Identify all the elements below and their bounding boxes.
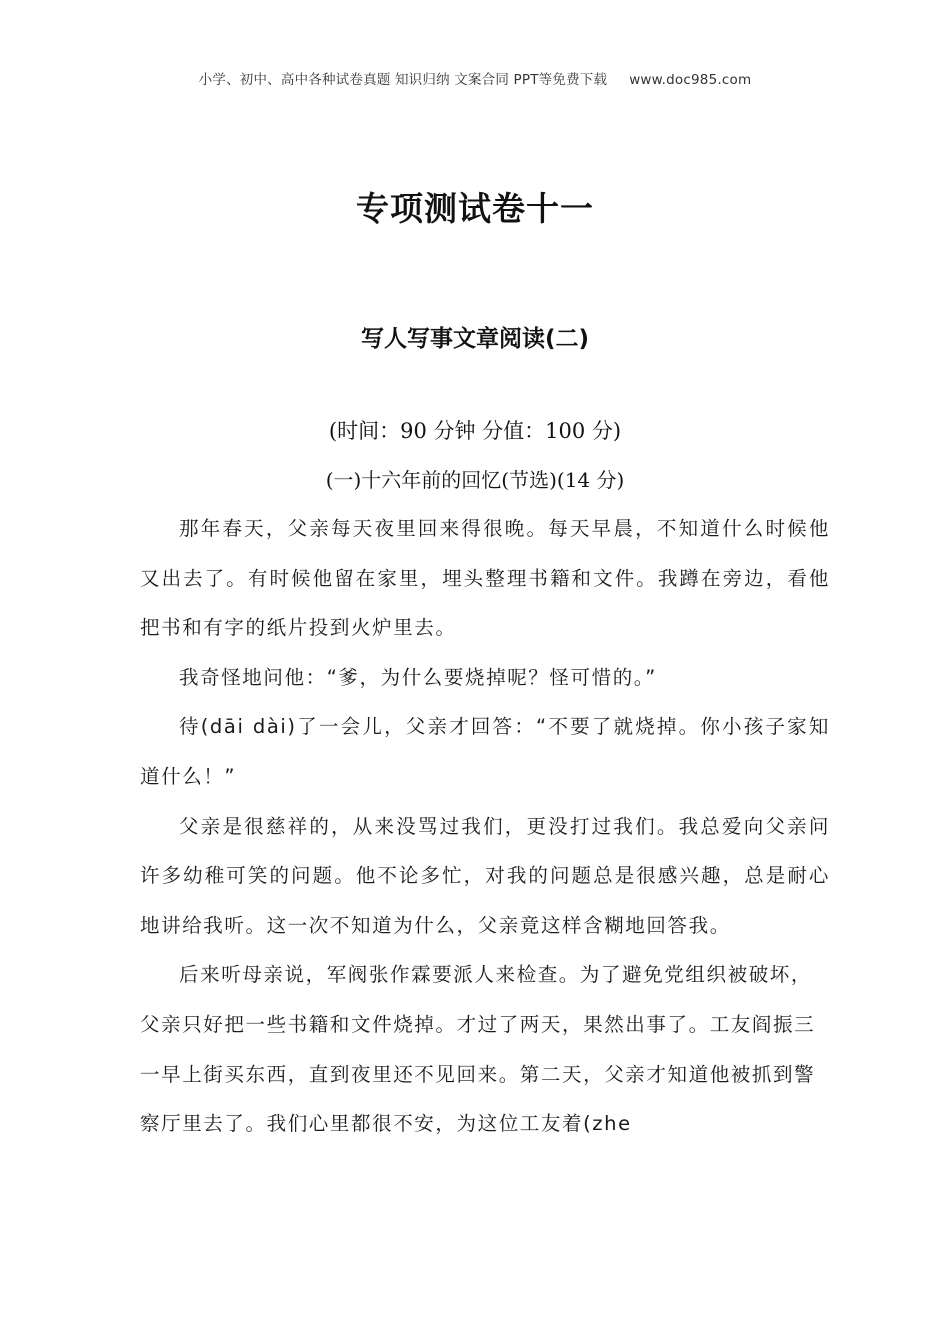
- header-text: 小学、初中、高中各种试卷真题 知识归纳 文案合同 PPT等免费下载: [198, 72, 608, 88]
- page-title: 专项测试卷十一: [356, 189, 594, 228]
- paragraph: 待(dāi dài)了一会儿，父亲才回答：“不要了就烧掉。你小孩子家知道什么！”: [140, 715, 830, 788]
- paragraph: 父亲是很慈祥的，从来没骂过我们，更没打过我们。我总爱向父亲问许多幼稚可笑的问题。他不论多忙，对我的问题总是很感兴趣，总是耐心地讲给我听。这一次不知道为什么，父亲竟这样含糊地回答我。: [140, 814, 830, 937]
- paragraph: 那年春天，父亲每天夜里回来得很晚。每天早晨，不知道什么时候他又出去了。有时候他留在家里，埋头整理书籍和文件。我蹲在旁边，看他把书和有字的纸片投到火炉里去。: [140, 517, 830, 640]
- exam-meta: (时间：90 分钟 分值：100 分): [328, 419, 622, 443]
- paragraph: 后来听母亲说，军阀张作霖要派人来检查。为了避免党组织被破坏，父亲只好把一些书籍和文件烧掉。才过了两天，果然出事了。工友阎振三一早上街买东西，直到夜里还不见回来。第二天，父亲才知道他被抓到警察厅里去了。我们心里都很不安，为这位工友着(zhe: [140, 963, 816, 1136]
- section-title: (一)十六年前的回忆(节选)(14 分): [325, 468, 625, 492]
- article-body: [140, 504, 830, 1149]
- page-header: [0, 68, 950, 88]
- page-subtitle: 写人写事文章阅读(二): [360, 326, 590, 352]
- paragraph: 我奇怪地问他：“爹，为什么要烧掉呢？怪可惜的。”: [179, 665, 657, 689]
- header-url[interactable]: www.doc985.com: [629, 72, 752, 88]
